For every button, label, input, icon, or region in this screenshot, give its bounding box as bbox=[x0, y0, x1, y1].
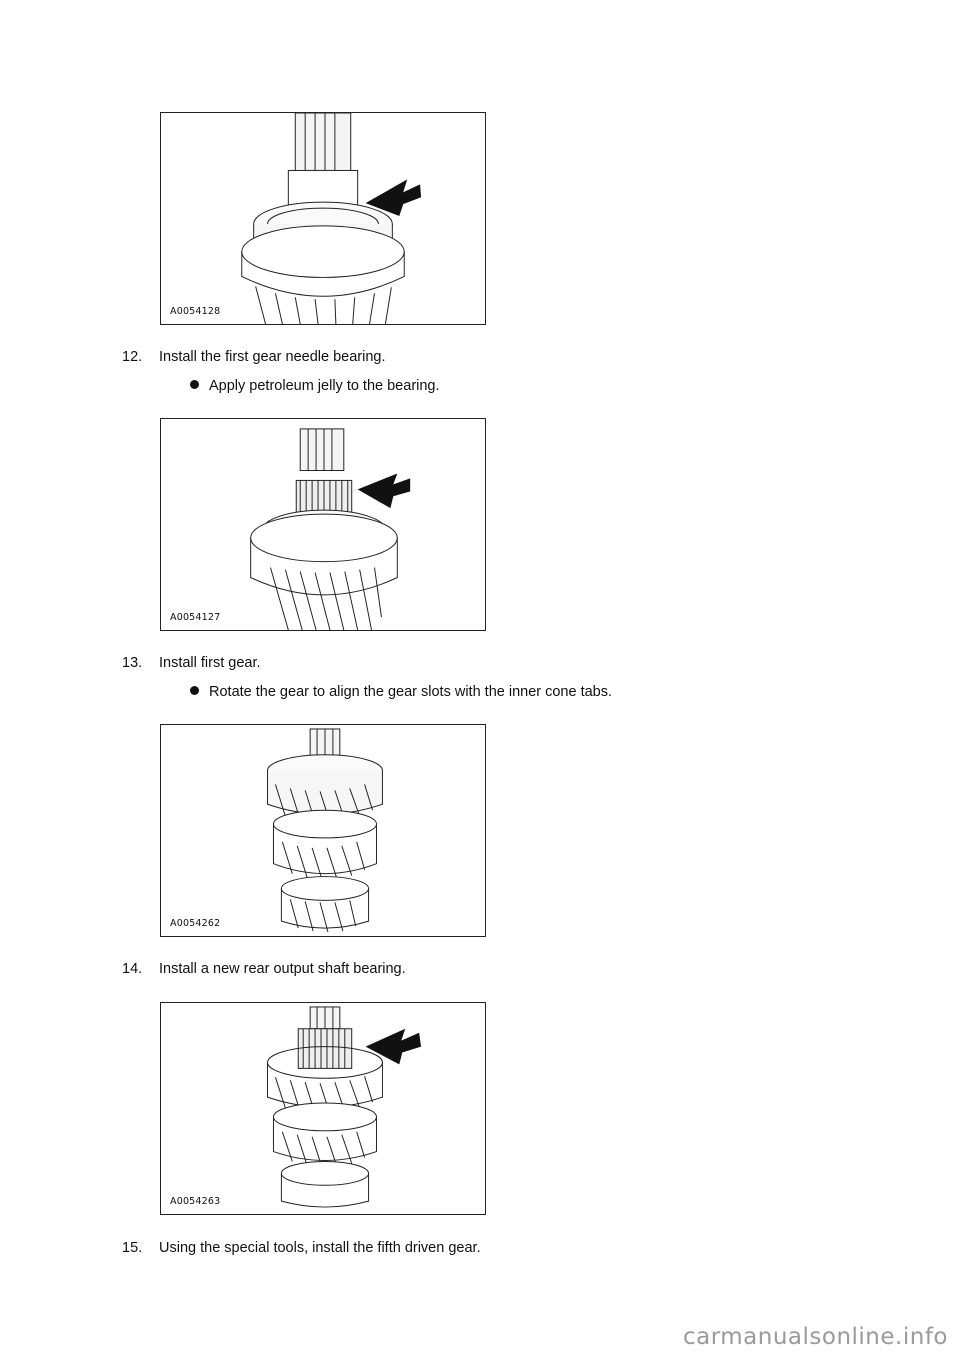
figure-a0054127 bbox=[160, 418, 486, 631]
step-13 bbox=[122, 654, 261, 672]
bullet-text: Rotate the gear to align the gear slots with the inner cone tabs. bbox=[209, 684, 613, 700]
step-text: Install first gear. bbox=[159, 655, 261, 671]
step-number: 12. bbox=[122, 349, 143, 365]
gear-shaft-illustration bbox=[161, 419, 485, 630]
bullet-dot-icon bbox=[190, 380, 199, 389]
step-12-bullet bbox=[190, 377, 440, 395]
step-text: Install a new rear output shaft bearing. bbox=[159, 961, 406, 977]
step-12 bbox=[122, 348, 386, 366]
figure-a0054263 bbox=[160, 1002, 486, 1215]
bullet-text: Apply petroleum jelly to the bearing. bbox=[209, 378, 440, 394]
step-number: 13. bbox=[122, 655, 143, 671]
figure-code: A0054263 bbox=[170, 1196, 221, 1207]
bullet-dot-icon bbox=[190, 686, 199, 695]
figure-code: A0054127 bbox=[170, 612, 221, 623]
figure-a0054262 bbox=[160, 724, 486, 937]
step-text: Using the special tools, install the fifth driven gear. bbox=[159, 1240, 481, 1256]
watermark: carmanualsonline.info bbox=[682, 1324, 948, 1350]
step-15 bbox=[122, 1239, 481, 1257]
figure-code: A0054128 bbox=[170, 306, 221, 317]
figure-a0054128 bbox=[160, 112, 486, 325]
step-text: Install the first gear needle bearing. bbox=[159, 349, 386, 365]
gear-shaft-illustration bbox=[161, 113, 485, 324]
gear-cluster-illustration bbox=[161, 1003, 485, 1214]
figure-code: A0054262 bbox=[170, 918, 221, 929]
step-number: 15. bbox=[122, 1240, 143, 1256]
step-14 bbox=[122, 960, 406, 978]
gear-cluster-illustration bbox=[161, 725, 485, 936]
step-13-bullet bbox=[190, 683, 612, 701]
step-number: 14. bbox=[122, 961, 143, 977]
